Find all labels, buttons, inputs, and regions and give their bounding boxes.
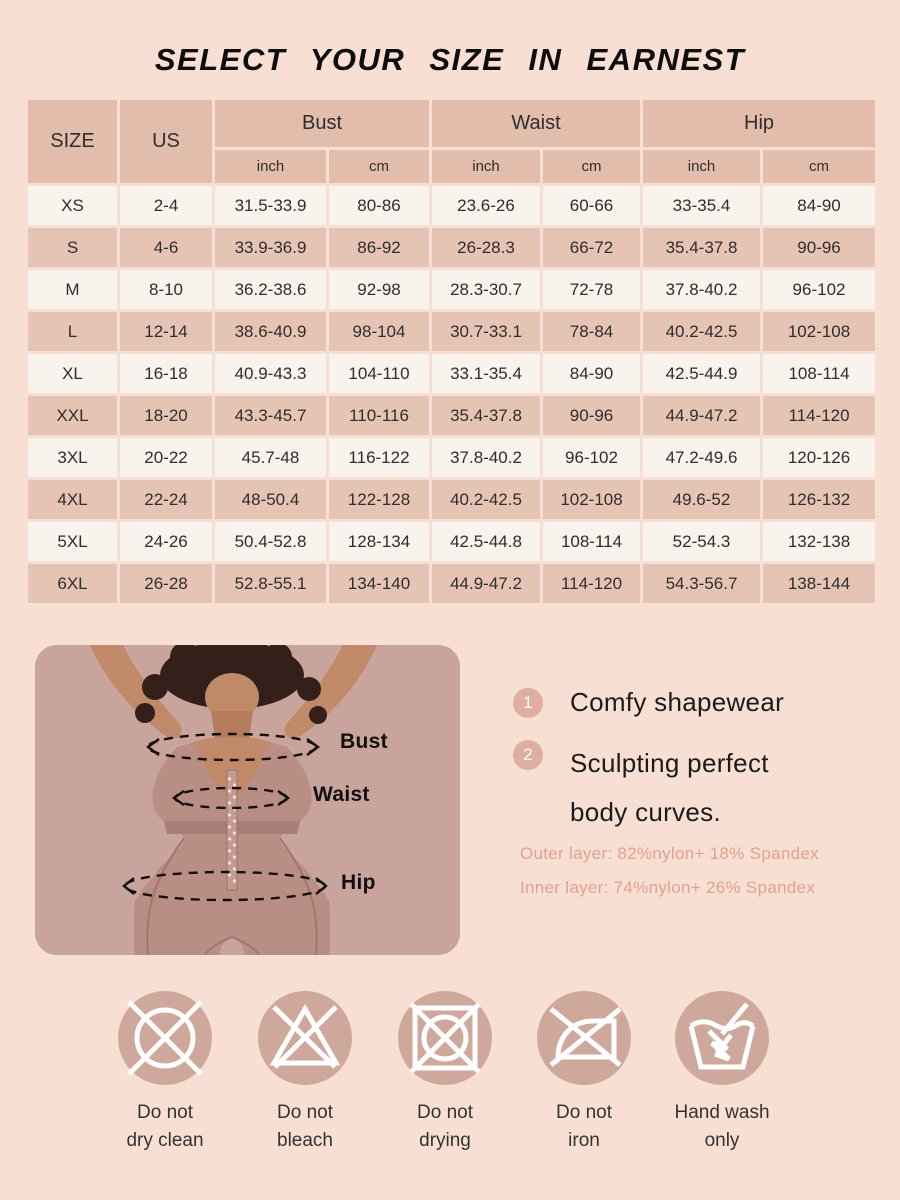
table-cell-bust_inch: 45.7-48 [214, 437, 328, 479]
header-waist: Waist [431, 99, 642, 149]
table-cell-waist_inch: 33.1-35.4 [431, 353, 542, 395]
care-label-line2: drying [419, 1130, 471, 1151]
table-cell-size: 6XL [27, 563, 119, 605]
page-title: SELECT YOUR SIZE IN EARNEST [154, 42, 746, 77]
table-cell-size: XS [27, 185, 119, 227]
table-cell-size: S [27, 227, 119, 269]
table-cell-hip_cm: 120-126 [762, 437, 877, 479]
table-cell-hip_inch: 52-54.3 [642, 521, 762, 563]
bust-label: Bust [340, 730, 388, 753]
table-cell-hip_cm: 138-144 [762, 563, 877, 605]
table-cell-waist_inch: 35.4-37.8 [431, 395, 542, 437]
table-cell-hip_inch: 40.2-42.5 [642, 311, 762, 353]
table-cell-hip_cm: 96-102 [762, 269, 877, 311]
size-table [25, 97, 878, 606]
table-cell-size: 5XL [27, 521, 119, 563]
table-cell-us: 22-24 [119, 479, 214, 521]
table-cell-waist_cm: 84-90 [542, 353, 642, 395]
care-label-line2: bleach [277, 1130, 333, 1151]
hip-label: Hip [341, 871, 376, 894]
table-row [27, 269, 877, 311]
header-bust-cm: cm [328, 149, 431, 185]
table-cell-bust_cm: 122-128 [328, 479, 431, 521]
do-not-iron-icon [537, 991, 631, 1085]
table-cell-waist_inch: 37.8-40.2 [431, 437, 542, 479]
table-row [27, 479, 877, 521]
table-cell-hip_cm: 132-138 [762, 521, 877, 563]
table-row [27, 563, 877, 605]
model-photo-panel [35, 645, 460, 955]
table-cell-bust_cm: 110-116 [328, 395, 431, 437]
table-row [27, 395, 877, 437]
table-row [27, 227, 877, 269]
header-waist-cm: cm [542, 149, 642, 185]
table-cell-hip_inch: 42.5-44.9 [642, 353, 762, 395]
table-cell-hip_inch: 44.9-47.2 [642, 395, 762, 437]
table-cell-bust_cm: 128-134 [328, 521, 431, 563]
do-not-drying-icon [398, 991, 492, 1085]
feature-1-badge: 1 [513, 688, 543, 718]
table-cell-waist_cm: 72-78 [542, 269, 642, 311]
table-cell-hip_cm: 102-108 [762, 311, 877, 353]
table-cell-bust_cm: 92-98 [328, 269, 431, 311]
table-cell-waist_cm: 90-96 [542, 395, 642, 437]
size-table-header [27, 99, 877, 185]
size-table-body [27, 185, 877, 605]
table-cell-size: L [27, 311, 119, 353]
header-size: SIZE [27, 99, 119, 185]
table-cell-size: XXL [27, 395, 119, 437]
table-row [27, 311, 877, 353]
table-cell-waist_inch: 30.7-33.1 [431, 311, 542, 353]
table-cell-us: 20-22 [119, 437, 214, 479]
care-label-line2: only [704, 1130, 740, 1151]
inner-layer-composition: Inner layer: 74%nylon+ 26% Spandex [520, 878, 816, 897]
table-cell-waist_inch: 42.5-44.8 [431, 521, 542, 563]
table-cell-us: 18-20 [119, 395, 214, 437]
table-row [27, 437, 877, 479]
table-cell-size: 4XL [27, 479, 119, 521]
header-us: US [119, 99, 214, 185]
table-cell-hip_cm: 90-96 [762, 227, 877, 269]
table-cell-waist_cm: 96-102 [542, 437, 642, 479]
table-cell-bust_cm: 98-104 [328, 311, 431, 353]
care-item-hand-wash-only [657, 991, 787, 1155]
model-figure [35, 645, 460, 955]
feature-1-text: Comfy shapewear [570, 687, 785, 717]
feature-2-badge: 2 [513, 740, 543, 770]
header-hip: Hip [642, 99, 877, 149]
waist-label: Waist [313, 783, 370, 806]
table-cell-waist_inch: 44.9-47.2 [431, 563, 542, 605]
care-label-line1: Hand wash [674, 1102, 770, 1123]
table-cell-us: 4-6 [119, 227, 214, 269]
header-hip-inch: inch [642, 149, 762, 185]
care-item-do-not-bleach [240, 991, 370, 1155]
table-cell-bust_cm: 86-92 [328, 227, 431, 269]
table-cell-bust_cm: 104-110 [328, 353, 431, 395]
feature-2-line1: Sculpting perfect [570, 748, 769, 778]
table-cell-waist_cm: 60-66 [542, 185, 642, 227]
care-item-do-not-drying [380, 991, 510, 1155]
table-cell-hip_cm: 126-132 [762, 479, 877, 521]
do-not-bleach-icon [258, 991, 352, 1085]
table-cell-hip_inch: 33-35.4 [642, 185, 762, 227]
table-cell-hip_inch: 54.3-56.7 [642, 563, 762, 605]
table-cell-waist_cm: 66-72 [542, 227, 642, 269]
table-cell-bust_inch: 50.4-52.8 [214, 521, 328, 563]
table-row [27, 185, 877, 227]
outer-layer-composition: Outer layer: 82%nylon+ 18% Spandex [520, 844, 819, 863]
care-label-line1: Do not [277, 1102, 333, 1123]
table-cell-bust_inch: 40.9-43.3 [214, 353, 328, 395]
table-cell-hip_inch: 35.4-37.8 [642, 227, 762, 269]
care-label-line1: Do not [556, 1102, 612, 1123]
table-cell-bust_inch: 43.3-45.7 [214, 395, 328, 437]
table-row [27, 521, 877, 563]
table-cell-bust_inch: 48-50.4 [214, 479, 328, 521]
table-cell-bust_inch: 38.6-40.9 [214, 311, 328, 353]
table-cell-hip_cm: 84-90 [762, 185, 877, 227]
table-cell-us: 12-14 [119, 311, 214, 353]
table-cell-us: 24-26 [119, 521, 214, 563]
table-cell-size: XL [27, 353, 119, 395]
table-cell-hip_inch: 49.6-52 [642, 479, 762, 521]
care-item-do-not-iron [519, 991, 649, 1155]
table-cell-bust_inch: 36.2-38.6 [214, 269, 328, 311]
header-bust: Bust [214, 99, 431, 149]
table-cell-hip_inch: 47.2-49.6 [642, 437, 762, 479]
table-cell-hip_cm: 108-114 [762, 353, 877, 395]
table-cell-us: 8-10 [119, 269, 214, 311]
table-row [27, 353, 877, 395]
care-label-line2: iron [568, 1130, 600, 1151]
table-cell-hip_inch: 37.8-40.2 [642, 269, 762, 311]
feature-2-text [570, 739, 769, 837]
table-cell-waist_inch: 26-28.3 [431, 227, 542, 269]
size-chart [25, 97, 875, 606]
table-cell-waist_inch: 40.2-42.5 [431, 479, 542, 521]
header-bust-inch: inch [214, 149, 328, 185]
table-cell-waist_cm: 78-84 [542, 311, 642, 353]
care-item-do-not-dry-clean [100, 991, 230, 1155]
table-cell-us: 26-28 [119, 563, 214, 605]
table-cell-waist_cm: 102-108 [542, 479, 642, 521]
table-cell-bust_inch: 33.9-36.9 [214, 227, 328, 269]
table-cell-us: 2-4 [119, 185, 214, 227]
table-cell-us: 16-18 [119, 353, 214, 395]
care-label-line1: Do not [137, 1102, 193, 1123]
header-waist-inch: inch [431, 149, 542, 185]
table-cell-size: 3XL [27, 437, 119, 479]
table-cell-hip_cm: 114-120 [762, 395, 877, 437]
table-cell-bust_cm: 134-140 [328, 563, 431, 605]
table-cell-waist_inch: 28.3-30.7 [431, 269, 542, 311]
care-label-line2: dry clean [126, 1130, 204, 1151]
table-cell-waist_cm: 108-114 [542, 521, 642, 563]
care-label-line1: Do not [417, 1102, 473, 1123]
header-hip-cm: cm [762, 149, 877, 185]
table-cell-waist_inch: 23.6-26 [431, 185, 542, 227]
table-cell-waist_cm: 114-120 [542, 563, 642, 605]
table-cell-size: M [27, 269, 119, 311]
table-cell-bust_inch: 52.8-55.1 [214, 563, 328, 605]
table-cell-bust_cm: 80-86 [328, 185, 431, 227]
table-cell-bust_cm: 116-122 [328, 437, 431, 479]
hand-wash-only-icon [675, 991, 769, 1085]
do-not-dry-clean-icon [118, 991, 212, 1085]
feature-2-line2: body curves. [570, 797, 722, 827]
table-cell-bust_inch: 31.5-33.9 [214, 185, 328, 227]
